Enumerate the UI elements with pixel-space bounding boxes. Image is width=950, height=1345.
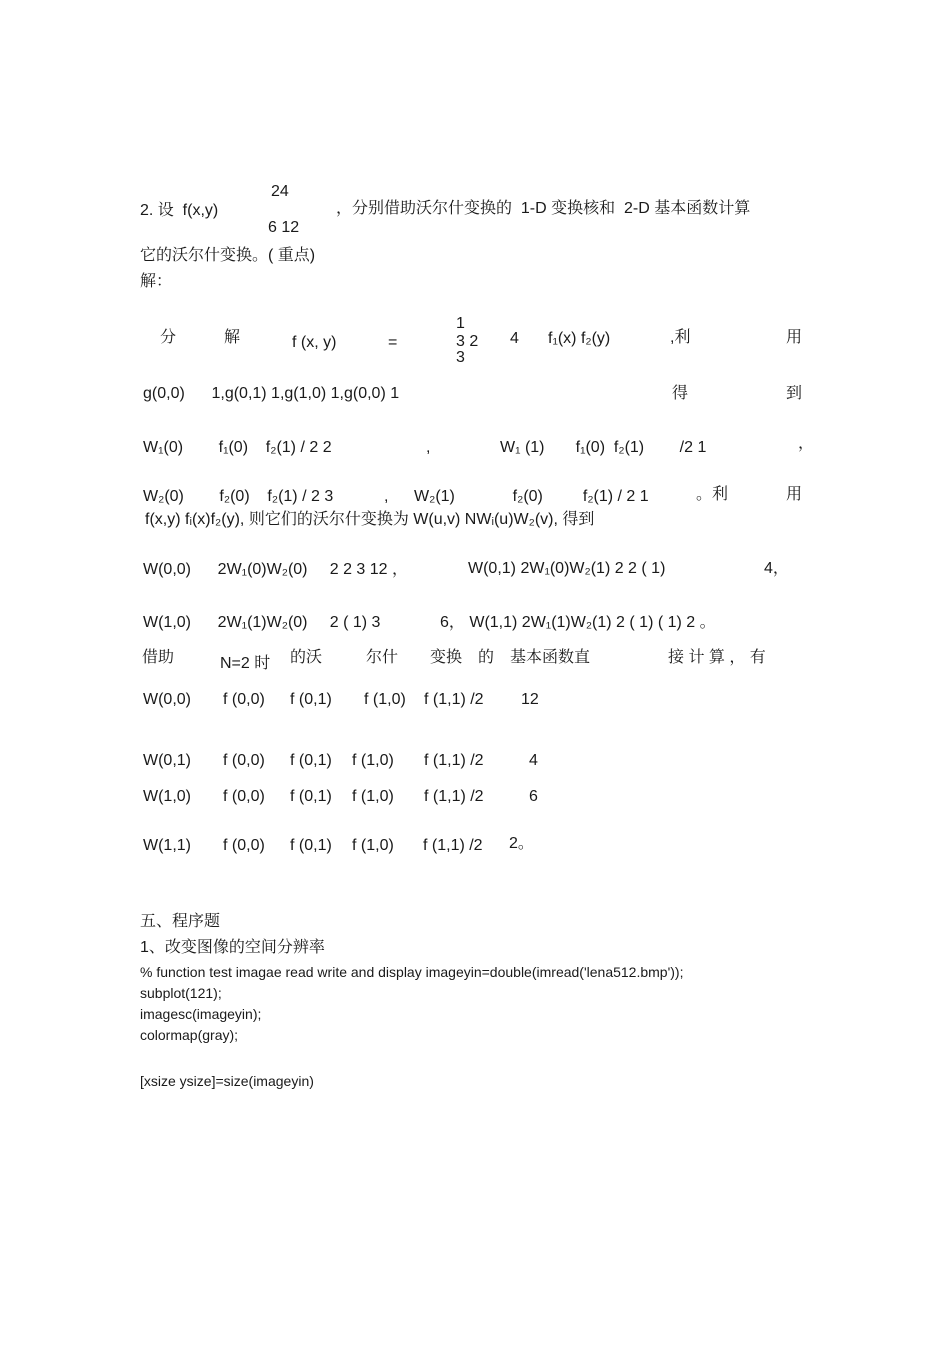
question-text: ，分别借助沃尔什变换的 1-D 变换核和 2-D 基本函数计算	[336, 200, 751, 217]
w2-a: W₂(0) f₂(0) f₂(1) / 2 3	[143, 488, 334, 505]
walsh-term-2: f (0,1)	[290, 837, 332, 854]
walsh-value: 12	[521, 691, 539, 708]
solution-label: 解：	[140, 273, 173, 290]
w00-b: W(0,1) 2W₁(0)W₂(1) 2 2 ( 1)	[468, 560, 666, 577]
decomp-fxy: f (x, y)	[292, 334, 337, 351]
walsh-term-2: f (0,1)	[290, 691, 332, 708]
g-values: g(0,0) 1,g(0,1) 1,g(1,0) 1,g(0,0) 1	[143, 385, 400, 402]
decomp-four: 4	[510, 330, 519, 347]
basis-g: 基本函数直	[510, 649, 591, 666]
g-de: 得	[672, 385, 689, 402]
w1-b: W₁ (1) f₁(0) f₂(1) /2 1	[500, 439, 707, 456]
code-line-4: colormap(gray);	[140, 1027, 239, 1043]
code-line-2: subplot(121);	[140, 985, 222, 1001]
walsh-lhs: W(0,0)	[143, 691, 191, 708]
walsh-term-3: f (1,0)	[352, 837, 394, 854]
w2-comma: ,	[384, 488, 389, 505]
walsh-value: 6	[529, 788, 538, 805]
walsh-product-line: f(x,y) fᵢ(x)f₂(y), 则它们的沃尔什变换为 W(u,v) NWᵢ(u)W₂(v), 得到	[145, 511, 595, 528]
w2-b: W₂(1) f₂(0) f₂(1) / 2 1	[414, 488, 649, 505]
decomp-top: 1	[456, 315, 465, 332]
section-item-1: 1、改变图像的空间分辨率	[140, 939, 325, 956]
walsh-term-1: f (0,0)	[223, 837, 265, 854]
w10-a: W(1,0) 2W₁(1)W₂(0) 2 ( 1) 3	[143, 614, 381, 631]
decomp-yong: 用	[786, 329, 803, 346]
basis-a: 借助	[142, 649, 175, 666]
basis-f: 的	[478, 649, 495, 666]
decomp-mid: 3 2	[456, 333, 479, 350]
walsh-lhs: W(1,1)	[143, 837, 191, 854]
walsh-term-1: f (0,0)	[223, 752, 265, 769]
walsh-term-3: f (1,0)	[352, 752, 394, 769]
w2-yong: 用	[786, 486, 803, 503]
code-line-1: % function test imagae read write and display imageyin=double(imread('lena512.bmp'));	[140, 964, 684, 980]
decomp-li: ,利	[670, 329, 691, 346]
w1-end: ，	[798, 435, 815, 452]
walsh-term-4: f (1,1) /2	[424, 788, 484, 805]
basis-c: 的沃	[290, 649, 323, 666]
w00-a: W(0,0) 2W₁(0)W₂(0) 2 2 3 12 ，	[143, 561, 408, 578]
w10-b: 6， W(1,1) 2W₁(1)W₂(1) 2 ( 1) ( 1) 2 。	[440, 614, 716, 631]
question-prefix: 2. 设 f(x,y)	[140, 202, 219, 219]
basis-b: N=2 时	[220, 655, 271, 672]
walsh-term-4: f (1,1) /2	[423, 837, 483, 854]
w00-c: 4，	[764, 560, 789, 577]
g-dao: 到	[786, 385, 803, 402]
code-line-6: [xsize ysize]=size(imageyin)	[140, 1073, 314, 1089]
walsh-value: 2。	[509, 835, 534, 852]
walsh-term-1: f (0,0)	[223, 691, 265, 708]
decomp-f1f2: f₁(x) f₂(y)	[548, 330, 611, 347]
walsh-term-3: f (1,0)	[352, 788, 394, 805]
walsh-term-3: f (1,0)	[364, 691, 406, 708]
decomp-equals: =	[388, 334, 398, 351]
w1-comma: ,	[426, 439, 431, 456]
basis-h: 接 计 算 ， 有	[668, 649, 766, 666]
basis-e: 变换	[430, 649, 463, 666]
decomp-bot: 3	[456, 349, 465, 366]
walsh-lhs: W(1,0)	[143, 788, 191, 805]
code-line-3: imagesc(imageyin);	[140, 1006, 262, 1022]
walsh-term-4: f (1,1) /2	[424, 691, 484, 708]
w1-a: W₁(0) f₁(0) f₂(1) / 2 2	[143, 439, 332, 456]
matrix-row-2: 6 12	[268, 219, 300, 236]
walsh-term-4: f (1,1) /2	[424, 752, 484, 769]
basis-d: 尔什	[366, 649, 399, 666]
question-line-2: 它的沃尔什变换。( 重点)	[140, 247, 316, 264]
section-title: 五、程序题	[140, 913, 221, 930]
walsh-term-1: f (0,0)	[223, 788, 265, 805]
walsh-value: 4	[529, 752, 538, 769]
decomp-word-2: 解	[224, 329, 241, 346]
matrix-row-1: 24	[271, 183, 289, 200]
walsh-term-2: f (0,1)	[290, 752, 332, 769]
w2-li: 。利	[696, 486, 729, 503]
decomp-word-1: 分	[160, 329, 177, 346]
walsh-lhs: W(0,1)	[143, 752, 191, 769]
walsh-term-2: f (0,1)	[290, 788, 332, 805]
